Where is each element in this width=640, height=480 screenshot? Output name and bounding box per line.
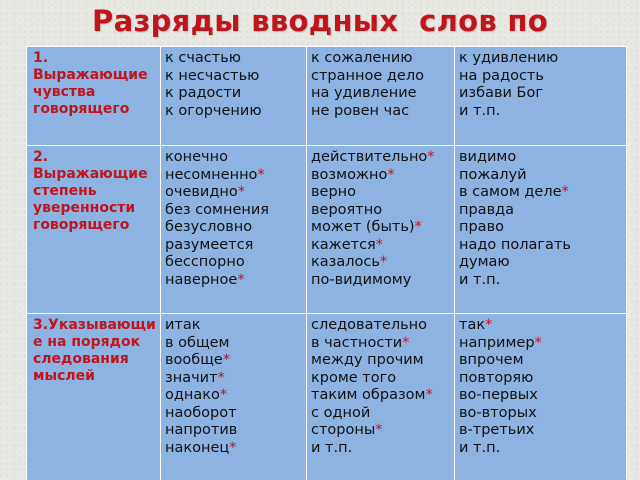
asterisk-mark: * [485,317,493,333]
intro-word [165,272,302,290]
intro-word-text: право [459,219,504,235]
slide-title: Разряды вводных слов по [92,4,548,38]
intro-word [311,184,450,202]
intro-word [459,68,622,86]
intro-word [165,149,302,167]
intro-word-text: по-видимому [311,271,412,288]
asterisk-mark: * [425,387,433,403]
asterisk-mark: * [257,166,265,183]
intro-word-text: правда [459,201,515,218]
asterisk-mark: * [379,254,388,270]
intro-word-text: наверное [165,271,238,288]
intro-word [459,85,622,103]
intro-word [165,422,302,440]
intro-word-text: и т.п. [459,102,501,119]
intro-word [165,405,302,423]
intro-word-text: кажется [311,236,376,253]
intro-word-text: видимо [459,149,517,165]
intro-word-text: к удивлению [459,50,559,66]
intro-word [459,387,622,405]
category-label: 3.Указывающие на порядок следования мыслей [33,317,156,384]
intro-word [311,167,450,185]
intro-word-text: итак [165,317,201,333]
intro-word [165,202,302,220]
words-cell [455,146,627,314]
intro-word-text: безусловно [165,219,253,235]
intro-word-text: следовательно [311,317,428,333]
words-cell [307,146,455,314]
intro-word [311,219,450,237]
intro-word [459,149,622,167]
table-row [27,314,627,480]
intro-word-text: однако [165,387,220,403]
intro-word [165,184,302,202]
intro-word-text: надо полагать [459,236,571,253]
intro-word-text: стороны [311,422,376,438]
intro-word [311,85,450,103]
intro-word-text: так [459,317,486,333]
intro-word [459,317,622,335]
intro-word [459,405,622,423]
intro-word [311,335,450,353]
intro-word-text: во-вторых [459,404,537,421]
words-cell [161,314,307,480]
intro-word-text: таким образом [311,387,426,403]
asterisk-mark: * [561,184,569,200]
intro-word [165,370,302,388]
intro-word-text: бесспорно [165,254,245,270]
intro-word [311,103,450,121]
intro-word [311,422,450,440]
intro-word [165,254,302,272]
intro-word-text: например [459,334,535,351]
intro-word [311,149,450,167]
intro-word [459,272,622,290]
intro-word [459,352,622,370]
intro-word-text: конечно [165,149,228,165]
asterisk-mark: * [402,334,410,351]
intro-word-text: к счастью [165,50,241,66]
words-cell [307,314,455,480]
intro-word-text: и т.п. [311,439,353,456]
table-row [27,146,627,314]
words-cell [161,47,307,146]
words-cell [455,47,627,146]
intro-word-text: наоборот [165,404,237,421]
intro-word-text: между прочим [311,352,424,368]
intro-word [311,254,450,272]
intro-word-text: во-первых [459,387,538,403]
intro-word [459,370,622,388]
intro-word-text: с одной [311,404,371,421]
intro-word [165,352,302,370]
intro-word [311,237,450,255]
intro-word [459,422,622,440]
intro-word-text: повторяю [459,369,534,386]
asterisk-mark: * [237,184,245,200]
intro-word-text: значит [165,369,218,386]
asterisk-mark: * [387,166,395,183]
intro-word-text: напротив [165,422,238,438]
intro-word [459,440,622,458]
words-cell [161,146,307,314]
asterisk-mark: * [375,422,383,438]
intro-word-text: впрочем [459,352,524,368]
asterisk-mark: * [414,219,422,235]
intro-word-text: странное дело [311,67,424,84]
intro-word [165,440,302,458]
introductory-words-table [26,46,627,480]
words-cell [455,314,627,480]
intro-word-text: в самом деле [459,184,562,200]
intro-word [165,335,302,353]
intro-word [311,50,450,68]
intro-word-text: верно [311,184,357,200]
intro-word-text: разумеется [165,236,254,253]
category-cell [27,314,161,480]
intro-word-text: вообще [165,352,223,368]
intro-word-text: наконец [165,439,230,456]
intro-word [311,405,450,423]
table-body [27,47,627,480]
intro-word-text: не ровен час [311,102,410,119]
intro-word [311,272,450,290]
intro-word-text: к несчастью [165,67,260,84]
intro-word [165,237,302,255]
intro-word-text: в частности [311,334,403,351]
intro-word [459,167,622,185]
intro-word-text: и т.п. [459,271,501,288]
intro-word-text: в общем [165,334,230,351]
asterisk-mark: * [217,369,225,386]
intro-word [165,68,302,86]
intro-word [165,103,302,121]
table-container [26,46,628,480]
intro-word [165,85,302,103]
intro-word [311,387,450,405]
intro-word [165,167,302,185]
intro-word-text: к огорчению [165,102,262,119]
intro-word-text: кроме того [311,369,397,386]
intro-word-text: в-третьих [459,422,535,438]
intro-word [311,317,450,335]
intro-word [459,103,622,121]
intro-word [311,370,450,388]
intro-word-text: может (быть) [311,219,415,235]
intro-word [165,50,302,68]
intro-word [165,387,302,405]
intro-word-text: вероятно [311,201,383,218]
intro-word [165,317,302,335]
intro-word-text: пожалуй [459,166,527,183]
intro-word-text: к радости [165,85,242,101]
intro-word [311,352,450,370]
category-label: 2. Выражающие степень уверенности говорящего [33,149,148,233]
category-cell [27,47,161,146]
intro-word-text: действительно [311,149,428,165]
asterisk-mark: * [534,334,542,351]
intro-word [165,219,302,237]
intro-word [459,335,622,353]
intro-word [459,237,622,255]
intro-word-text: казалось [311,254,380,270]
intro-word-text: возможно [311,166,388,183]
asterisk-mark: * [427,149,435,165]
intro-word-text: думаю [459,254,510,270]
asterisk-mark: * [222,352,231,368]
intro-word-text: и т.п. [459,439,501,456]
intro-word [459,254,622,272]
intro-word [311,68,450,86]
asterisk-mark: * [237,271,245,288]
intro-word-text: на удивление [311,85,417,101]
intro-word-text: к сожалению [311,50,413,66]
asterisk-mark: * [229,439,237,456]
intro-word [459,202,622,220]
asterisk-mark: * [375,236,384,253]
table-row [27,47,627,146]
category-label: 1. Выражающие чувства говорящего [33,50,148,117]
intro-word-text: без сомнения [165,201,269,218]
intro-word-text: на радость [459,67,544,84]
intro-word [459,184,622,202]
asterisk-mark: * [219,387,228,403]
intro-word-text: несомненно [165,166,258,183]
words-cell [307,47,455,146]
intro-word [459,50,622,68]
intro-word-text: избави Бог [459,85,543,101]
intro-word [311,202,450,220]
intro-word [311,440,450,458]
category-cell [27,146,161,314]
intro-word [459,219,622,237]
intro-word-text: очевидно [165,184,238,200]
